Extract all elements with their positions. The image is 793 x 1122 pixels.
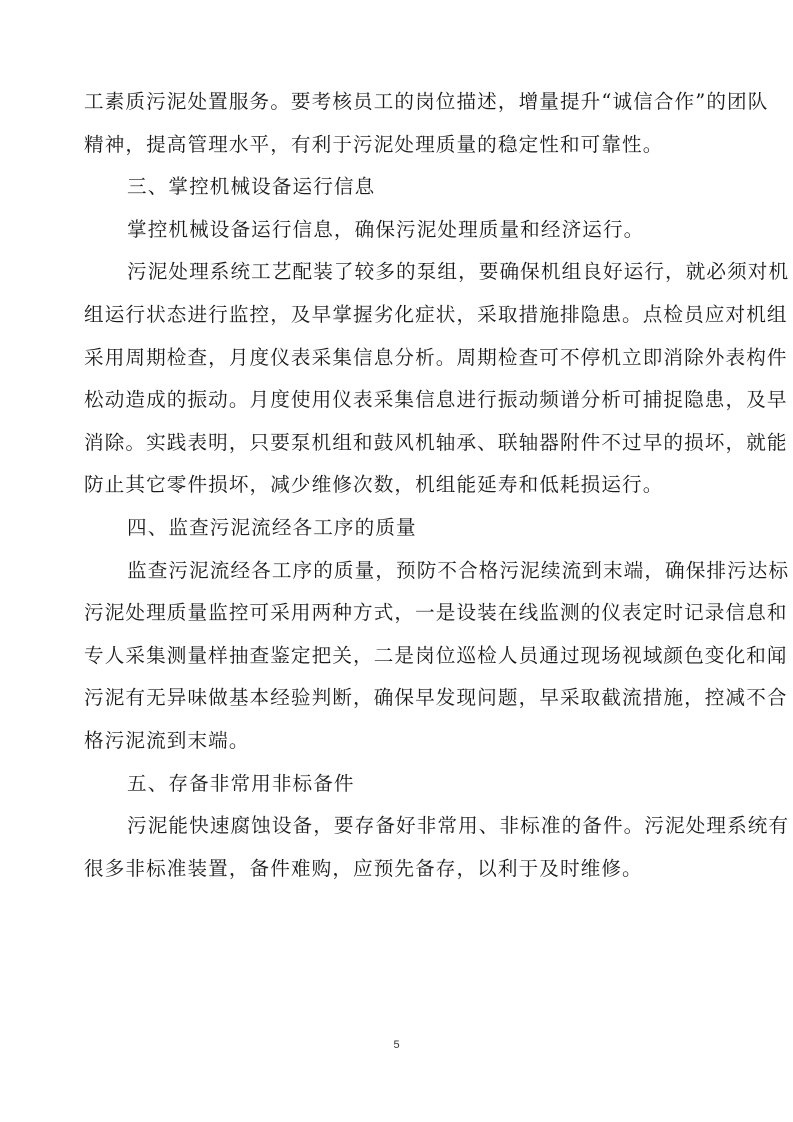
section-heading-5 [84,766,712,809]
text-line: 松动造成的振动。月度使用仪表采集信息进行振动频谱分析可捕捉隐患，及早 [84,388,788,412]
paragraph [84,212,712,255]
text-line: 防止其它零件损坏，减少维修次数，机组能延寿和低耗损运行。 [84,473,664,497]
paragraph [84,553,790,766]
text-line: 工素质污泥处置服务。要考核员工的岗位描述，增量提升“诚信合作”的团队 [84,90,769,113]
text-line: 格污泥流到末端。 [84,728,250,752]
heading-text: 三、掌控机械设备运行信息 [127,175,376,199]
text-line: 采用周期检查，月度仪表采集信息分析。周期检查可不停机立即消除外表构件 [84,345,788,369]
text-line: 专人采集测量样抽查鉴定把关，二是岗位巡检人员通过现场视域颜色变化和闻 [84,643,788,667]
text-line: 消除。实践表明，只要泵机组和鼓风机轴承、联轴器附件不过早的损坏，就能 [84,430,788,454]
text-line: 组运行状态进行监控，及早掌握劣化症状，采取措施排隐患。点检员应对机组 [84,302,788,326]
text-line: 掌控机械设备运行信息，确保污泥处理质量和经济运行。 [127,217,645,241]
paragraph [84,808,790,893]
text-line: 很多非标准装置，备件难购，应预先备存，以利于及时维修。 [84,856,643,880]
text-line: 精神，提高管理水平，有利于污泥处理质量的稳定性和可靠性。 [84,132,664,156]
page-number: 5 [393,1039,400,1051]
paragraph-continuation [84,84,769,169]
text-line: 污泥处理系统工艺配装了较多的泵组，要确保机组良好运行，就必须对机 [127,260,790,284]
heading-text: 四、监查污泥流经各工序的质量 [127,515,417,539]
text-line: 污泥能快速腐蚀设备，要存备好非常用、非标准的备件。污泥处理系统有 [127,814,790,838]
section-heading-3 [84,169,712,212]
section-heading-4 [84,510,712,553]
page-body [84,84,790,893]
paragraph [84,254,790,510]
text-line: 污泥有无异味做基本经验判断，确保早发现问题，早采取截流措施，控减不合 [84,686,788,710]
heading-text: 五、存备非常用非标备件 [127,771,355,795]
text-line: 监查污泥流经各工序的质量，预防不合格污泥续流到末端，确保排污达标 [127,558,790,582]
text-line: 污泥处理质量监控可采用两种方式，一是设装在线监测的仪表定时记录信息和 [84,601,788,625]
